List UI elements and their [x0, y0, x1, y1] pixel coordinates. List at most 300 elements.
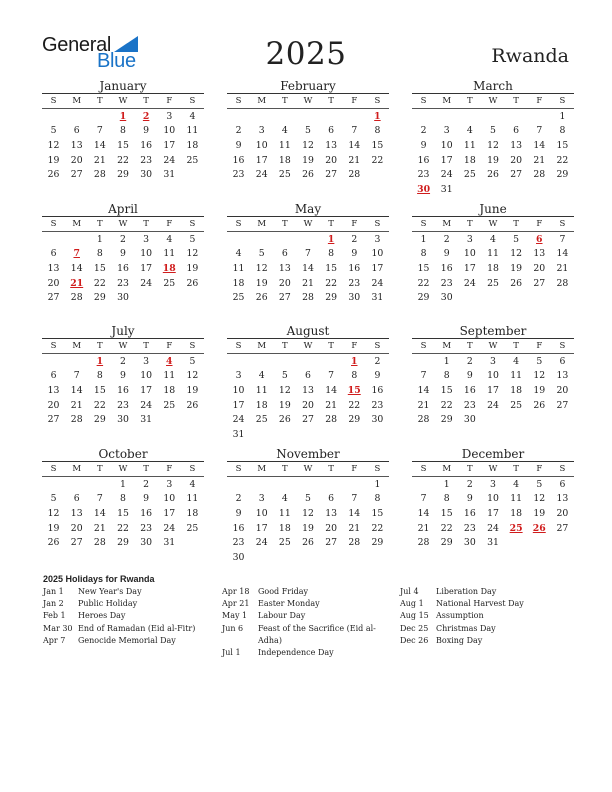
day-cell: 17: [463, 262, 476, 274]
weekday-label: M: [257, 96, 267, 106]
day-cell: 26: [487, 169, 499, 181]
holiday-day-cell: 7: [73, 248, 80, 260]
holiday-name: Liberation Day: [436, 587, 497, 596]
day-cell: 15: [117, 139, 129, 151]
day-cell: 9: [351, 248, 358, 260]
day-cell: 5: [536, 355, 543, 367]
day-cell: 24: [440, 169, 453, 181]
holiday-row: [400, 610, 580, 622]
day-cell: 30: [232, 551, 245, 563]
day-cell: 18: [278, 522, 291, 534]
day-cell: 7: [328, 370, 335, 382]
day-cell: 24: [255, 169, 268, 181]
empty-day-cell: [528, 110, 551, 125]
day-grid: [412, 233, 574, 306]
day-cell: 8: [120, 125, 126, 137]
day-cell: 8: [374, 493, 381, 505]
weekday-label: T: [513, 464, 519, 474]
weekday-header: [412, 94, 574, 108]
day-cell: 9: [420, 139, 427, 151]
month-april: [42, 202, 204, 306]
day-cell: 8: [443, 493, 450, 505]
day-cell: 24: [140, 277, 153, 289]
day-cell: 10: [440, 139, 453, 151]
day-cell: 13: [325, 507, 338, 519]
day-cell: 3: [166, 110, 173, 122]
day-cell: 6: [73, 493, 80, 505]
weekday-label: T: [328, 464, 334, 474]
weekday-label: F: [166, 341, 173, 351]
day-cell: 22: [440, 522, 453, 534]
day-cell: 25: [232, 292, 245, 304]
day-cell: 7: [73, 370, 80, 382]
weekday-label: S: [559, 464, 566, 474]
day-cell: 6: [73, 125, 80, 137]
day-cell: 28: [325, 414, 338, 426]
month-august: [227, 324, 389, 442]
day-cell: 24: [463, 277, 476, 289]
empty-day-cell: [250, 110, 273, 125]
month-july: [42, 324, 204, 428]
day-cell: 3: [490, 355, 496, 367]
day-cell: 19: [533, 507, 546, 519]
day-cell: 7: [351, 125, 358, 137]
day-cell: 11: [163, 248, 176, 260]
month-title: March: [473, 79, 513, 93]
day-cell: 16: [463, 507, 476, 519]
day-cell: 9: [374, 370, 381, 382]
day-cell: 14: [302, 262, 314, 274]
day-cell: 16: [371, 384, 384, 396]
holiday-day-cell: 21: [70, 277, 84, 289]
day-cell: 27: [556, 522, 569, 534]
empty-day-cell: [273, 110, 296, 125]
day-cell: 23: [117, 277, 129, 289]
empty-day-cell: [273, 478, 296, 493]
day-cell: 5: [50, 125, 57, 137]
day-cell: 13: [510, 139, 523, 151]
month-title: January: [99, 79, 147, 93]
day-cell: 5: [189, 355, 196, 367]
day-cell: 3: [143, 233, 150, 245]
day-cell: 10: [163, 125, 176, 137]
empty-day-cell: [296, 355, 319, 370]
weekday-header: [42, 462, 204, 476]
weekday-label: S: [50, 341, 57, 351]
weekday-header: [227, 339, 389, 353]
day-cell: 8: [96, 370, 103, 382]
day-cell: 12: [186, 248, 199, 260]
holiday-row: [43, 586, 213, 598]
day-cell: 10: [463, 248, 476, 260]
day-cell: 26: [278, 414, 291, 426]
day-grid: [412, 478, 574, 551]
day-cell: 6: [559, 355, 566, 367]
day-grid: [42, 110, 204, 183]
holiday-day-cell: 6: [536, 233, 543, 245]
weekday-label: M: [72, 96, 82, 106]
day-cell: 25: [186, 154, 199, 166]
holiday-list-title: 2025 Holidays for Rwanda: [43, 574, 155, 584]
day-cell: 26: [302, 169, 314, 181]
day-cell: 11: [278, 507, 291, 519]
weekday-label: T: [143, 219, 149, 229]
empty-day-cell: [42, 355, 65, 370]
weekday-label: F: [166, 219, 173, 229]
day-cell: 16: [417, 154, 430, 166]
day-cell: 21: [417, 399, 430, 411]
day-cell: 19: [47, 154, 60, 166]
day-cell: 24: [232, 414, 245, 426]
holiday-column: [43, 586, 213, 647]
weekday-label: S: [420, 219, 427, 229]
logo-text-blue: Blue: [97, 50, 136, 72]
day-cell: 23: [140, 154, 153, 166]
day-cell: 8: [420, 248, 427, 260]
day-cell: 29: [440, 537, 453, 549]
day-cell: 10: [232, 384, 245, 396]
day-cell: 9: [235, 507, 242, 519]
weekday-header: [42, 217, 204, 231]
day-cell: 2: [235, 493, 242, 505]
day-cell: 20: [325, 522, 338, 534]
weekday-divider: [227, 476, 389, 477]
day-cell: 17: [140, 262, 153, 274]
holiday-name: Genocide Memorial Day: [78, 635, 176, 645]
day-cell: 2: [466, 355, 473, 367]
day-cell: 17: [255, 522, 268, 534]
day-cell: 31: [163, 169, 176, 181]
weekday-label: M: [442, 96, 452, 106]
day-cell: 25: [186, 522, 199, 534]
empty-day-cell: [88, 110, 111, 125]
day-cell: 18: [510, 384, 523, 396]
weekday-label: S: [559, 341, 566, 351]
weekday-label: F: [536, 464, 543, 474]
day-cell: 17: [487, 507, 499, 519]
day-grid: [42, 233, 204, 306]
weekday-label: S: [420, 464, 427, 474]
weekday-label: F: [351, 341, 358, 351]
day-cell: 14: [93, 507, 106, 519]
day-cell: 14: [70, 262, 83, 274]
weekday-label: W: [118, 464, 128, 474]
day-cell: 20: [533, 262, 546, 274]
day-cell: 18: [463, 154, 476, 166]
day-cell: 14: [556, 248, 569, 260]
day-cell: 3: [166, 478, 173, 490]
day-cell: 17: [371, 262, 384, 274]
day-cell: 11: [510, 370, 523, 382]
day-cell: 16: [140, 507, 153, 519]
holiday-row: [43, 610, 213, 622]
day-cell: 9: [235, 139, 242, 151]
day-cell: 16: [117, 384, 129, 396]
weekday-header: [412, 462, 574, 476]
empty-day-cell: [458, 110, 481, 125]
day-cell: 25: [510, 399, 523, 411]
day-cell: 25: [255, 414, 268, 426]
empty-day-cell: [65, 355, 88, 370]
holiday-day-cell: 30: [417, 183, 431, 195]
day-cell: 4: [281, 493, 288, 505]
day-cell: 21: [533, 154, 546, 166]
empty-day-cell: [42, 110, 65, 125]
day-cell: 26: [186, 399, 199, 411]
day-cell: 21: [302, 277, 314, 289]
weekday-label: W: [118, 341, 128, 351]
month-title: September: [459, 324, 527, 338]
day-cell: 13: [556, 370, 569, 382]
holiday-name: New Year's Day: [78, 587, 142, 596]
day-cell: 8: [374, 125, 381, 137]
day-cell: 12: [302, 139, 314, 151]
day-cell: 30: [371, 414, 384, 426]
holiday-name: Independence Day: [258, 648, 334, 658]
day-grid: [42, 478, 204, 551]
weekday-label: W: [303, 219, 313, 229]
day-cell: 7: [305, 248, 311, 260]
empty-day-cell: [320, 110, 343, 125]
empty-day-cell: [320, 478, 343, 493]
weekday-label: F: [351, 464, 358, 474]
day-cell: 19: [510, 262, 523, 274]
day-grid: [227, 355, 389, 443]
day-cell: 22: [325, 277, 338, 289]
weekday-label: S: [235, 464, 242, 474]
day-cell: 1: [420, 233, 427, 245]
day-cell: 12: [533, 493, 546, 505]
weekday-label: S: [235, 341, 242, 351]
day-cell: 22: [440, 399, 453, 411]
day-cell: 15: [117, 507, 129, 519]
weekday-divider: [42, 353, 204, 354]
day-cell: 23: [140, 522, 153, 534]
holiday-date: May 1: [222, 611, 248, 621]
day-cell: 28: [302, 292, 314, 304]
empty-day-cell: [273, 233, 296, 248]
day-cell: 9: [120, 248, 126, 260]
day-cell: 24: [487, 522, 499, 534]
day-cell: 17: [232, 399, 245, 411]
day-cell: 20: [556, 384, 569, 396]
holiday-column: [222, 586, 382, 659]
day-cell: 22: [556, 154, 569, 166]
day-cell: 7: [559, 233, 566, 245]
day-cell: 11: [232, 262, 245, 274]
day-cell: 14: [348, 507, 361, 519]
weekday-label: F: [166, 96, 173, 106]
weekday-label: M: [72, 341, 82, 351]
day-cell: 5: [513, 233, 520, 245]
day-cell: 11: [255, 384, 268, 396]
day-cell: 25: [463, 169, 476, 181]
day-cell: 13: [47, 384, 60, 396]
day-cell: 11: [510, 493, 523, 505]
day-cell: 17: [163, 507, 176, 519]
holiday-day-cell: 1: [119, 110, 127, 122]
day-cell: 12: [47, 507, 60, 519]
day-cell: 16: [463, 384, 476, 396]
day-cell: 29: [93, 292, 106, 304]
day-cell: 17: [487, 384, 499, 396]
empty-day-cell: [435, 110, 458, 125]
day-cell: 11: [487, 248, 499, 260]
weekday-header: [227, 94, 389, 108]
day-cell: 14: [417, 384, 430, 396]
weekday-label: S: [235, 219, 242, 229]
day-cell: 20: [278, 277, 291, 289]
day-cell: 15: [440, 384, 453, 396]
day-cell: 3: [490, 478, 496, 490]
day-cell: 15: [440, 507, 453, 519]
day-cell: 19: [255, 277, 268, 289]
day-cell: 26: [47, 169, 60, 181]
day-cell: 17: [255, 154, 268, 166]
day-cell: 10: [140, 248, 153, 260]
weekday-label: M: [257, 464, 267, 474]
holiday-name: National Harvest Day: [436, 599, 524, 609]
day-cell: 27: [47, 414, 60, 426]
day-cell: 28: [533, 169, 546, 181]
day-cell: 16: [440, 262, 453, 274]
holiday-date: Apr 21: [222, 599, 250, 609]
day-cell: 9: [143, 125, 150, 137]
day-cell: 21: [93, 522, 106, 534]
day-cell: 21: [348, 154, 361, 166]
day-cell: 24: [371, 277, 384, 289]
day-cell: 29: [556, 169, 569, 181]
day-cell: 27: [533, 277, 546, 289]
empty-day-cell: [296, 478, 319, 493]
day-cell: 4: [235, 248, 242, 260]
day-cell: 1: [559, 110, 566, 122]
day-cell: 28: [93, 169, 106, 181]
holiday-day-cell: 1: [351, 355, 358, 367]
day-cell: 23: [371, 399, 384, 411]
day-cell: 20: [47, 399, 60, 411]
empty-day-cell: [296, 233, 319, 248]
day-cell: 10: [487, 370, 499, 382]
weekday-label: S: [189, 464, 196, 474]
day-cell: 12: [302, 507, 314, 519]
day-cell: 22: [117, 154, 129, 166]
day-cell: 21: [93, 154, 106, 166]
holiday-date: Jun 6: [222, 623, 244, 633]
logo-text-general: General: [42, 34, 112, 56]
day-cell: 8: [328, 248, 335, 260]
calendar-year: 2025: [265, 36, 347, 72]
day-cell: 16: [232, 154, 245, 166]
weekday-header: [227, 462, 389, 476]
holiday-date: Aug 1: [400, 599, 424, 609]
weekday-label: T: [328, 96, 334, 106]
weekday-label: F: [536, 219, 543, 229]
weekday-label: T: [328, 341, 334, 351]
weekday-header: [42, 339, 204, 353]
day-cell: 10: [371, 248, 384, 260]
weekday-header: [227, 217, 389, 231]
day-cell: 15: [417, 262, 430, 274]
day-grid: [227, 478, 389, 566]
month-title: December: [461, 447, 525, 461]
day-cell: 18: [255, 399, 268, 411]
day-cell: 21: [325, 399, 338, 411]
day-cell: 22: [371, 522, 384, 534]
day-cell: 28: [70, 414, 83, 426]
day-cell: 17: [440, 154, 453, 166]
day-cell: 3: [466, 233, 473, 245]
day-cell: 26: [186, 277, 199, 289]
day-cell: 4: [258, 370, 265, 382]
day-cell: 10: [140, 370, 153, 382]
day-cell: 5: [189, 233, 196, 245]
empty-day-cell: [412, 355, 435, 370]
day-cell: 20: [70, 522, 83, 534]
empty-day-cell: [227, 355, 250, 370]
weekday-label: S: [189, 341, 196, 351]
month-september: [412, 324, 574, 428]
day-cell: 19: [47, 522, 60, 534]
day-cell: 9: [120, 370, 126, 382]
weekday-label: T: [513, 341, 519, 351]
day-cell: 20: [70, 154, 83, 166]
weekday-label: W: [303, 464, 313, 474]
day-cell: 15: [371, 507, 384, 519]
weekday-label: S: [50, 464, 57, 474]
month-october: [42, 447, 204, 551]
day-cell: 23: [117, 399, 129, 411]
day-cell: 27: [70, 169, 83, 181]
holiday-name: Labour Day: [258, 611, 306, 621]
day-cell: 13: [533, 248, 546, 260]
holiday-day-cell: 18: [162, 262, 176, 274]
holiday-row: [222, 623, 382, 647]
day-cell: 14: [533, 139, 546, 151]
day-cell: 11: [278, 139, 291, 151]
empty-day-cell: [227, 110, 250, 125]
day-cell: 18: [186, 139, 199, 151]
weekday-label: T: [97, 464, 103, 474]
day-cell: 14: [93, 139, 106, 151]
weekday-divider: [412, 353, 574, 354]
weekday-label: T: [513, 96, 519, 106]
holiday-row: [222, 598, 382, 610]
day-cell: 14: [348, 139, 361, 151]
weekday-divider: [42, 476, 204, 477]
day-cell: 28: [417, 414, 430, 426]
day-cell: 20: [556, 507, 569, 519]
holiday-row: [43, 598, 213, 610]
empty-day-cell: [42, 233, 65, 248]
day-cell: 25: [487, 277, 499, 289]
weekday-label: T: [467, 341, 473, 351]
day-cell: 19: [278, 399, 291, 411]
day-cell: 19: [533, 384, 546, 396]
day-cell: 11: [186, 125, 199, 137]
day-cell: 5: [50, 493, 57, 505]
empty-day-cell: [250, 478, 273, 493]
day-cell: 11: [163, 370, 176, 382]
empty-day-cell: [42, 478, 65, 493]
day-cell: 15: [93, 384, 106, 396]
day-cell: 29: [117, 169, 129, 181]
day-cell: 9: [143, 493, 150, 505]
holiday-row: [400, 635, 580, 647]
day-cell: 27: [325, 169, 338, 181]
day-cell: 13: [47, 262, 60, 274]
day-cell: 1: [443, 478, 450, 490]
